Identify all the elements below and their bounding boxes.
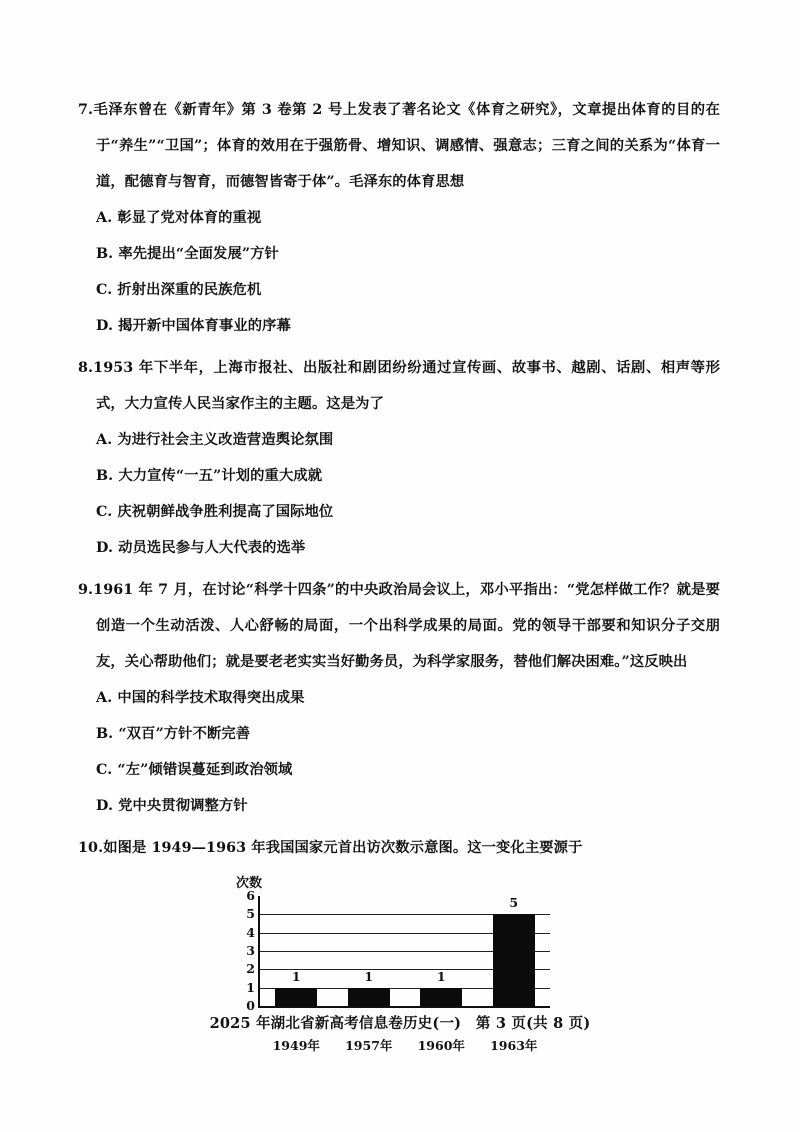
chart-bar-value: 1 — [436, 968, 446, 984]
chart-x-tick: 1949年 — [272, 1038, 320, 1053]
chart-bar-value: 1 — [291, 968, 301, 984]
question-9-option-a[interactable]: A. 中国的科学技术取得突出成果 — [96, 690, 305, 706]
chart-y-axis-label: 次数 — [236, 876, 263, 891]
question-7-option-c[interactable]: C. 折射出深重的民族危机 — [96, 282, 262, 298]
chart-bar — [275, 988, 317, 1006]
chart-x-tick: 1963年 — [490, 1038, 538, 1053]
chart-x-tick: 1960年 — [417, 1038, 465, 1053]
question-10-stem — [78, 830, 720, 866]
question-9-number: 9. — [78, 582, 94, 598]
question-7-option-d[interactable]: D. 揭开新中国体育事业的序幕 — [96, 318, 291, 334]
question-9-option-b[interactable]: B. “双百”方针不断完善 — [96, 726, 251, 742]
question-8-option-a[interactable]: A. 为进行社会主义改造营造舆论氛围 — [96, 432, 334, 448]
question-10-number: 10. — [78, 840, 104, 856]
question-8-number: 8. — [78, 360, 94, 376]
question-8 — [78, 350, 720, 566]
question-8-option-b[interactable]: B. 大力宣传“一五”计划的重大成就 — [96, 468, 323, 484]
page-footer: 2025 年湖北省新高考信息卷历史(一) 第 3 页(共 8 页) — [209, 1015, 591, 1032]
chart-y-tick: 0 — [246, 997, 255, 1013]
question-9-options — [78, 680, 720, 824]
question-8-text: 1953 年下半年，上海市报社、出版社和剧团纷纷通过宣传画、故事书、越剧、话剧、相声等形式，大力宣传人民当家作主的主题。这是为了 — [93, 360, 720, 412]
question-8-stem — [78, 350, 720, 422]
question-7-stem — [78, 92, 720, 200]
question-10-text: 如图是 1949—1963 年我国国家元首出访次数示意图。这一变化主要源于 — [103, 840, 583, 856]
question-8-option-c[interactable]: C. 庆祝朝鲜战争胜利提高了国际地位 — [96, 504, 334, 520]
chart-bar-value: 1 — [364, 968, 374, 984]
page-content — [78, 92, 720, 1054]
question-7-option-a[interactable]: A. 彰显了党对体育的重视 — [96, 210, 262, 226]
question-8-option-d[interactable]: D. 动员选民参与人大代表的选举 — [96, 540, 306, 556]
question-7 — [78, 92, 720, 344]
chart-y-tick: 6 — [246, 887, 255, 903]
question-9-option-d[interactable]: D. 党中央贯彻调整方针 — [96, 798, 248, 814]
chart-bar — [420, 988, 462, 1006]
chart-y-tick: 2 — [246, 961, 255, 977]
question-9-option-c[interactable]: C. “左”倾错误蔓延到政治领域 — [96, 762, 293, 778]
question-9-stem — [78, 572, 720, 680]
chart-bar — [348, 988, 390, 1006]
question-8-options — [78, 422, 720, 566]
question-7-number: 7. — [78, 102, 94, 118]
chart-bar — [493, 914, 535, 1006]
question-7-text: 毛泽东曾在《新青年》第 3 卷第 2 号上发表了著名论文《体育之研究》，文章提出体育的目的在于“养生”“卫国”；体育的效用在于强筋骨、增知识、调感情、强意志；三育之间的关系为“体育一道，配德育与智育，而德智皆寄于体”。毛泽东的体育思想 — [93, 102, 720, 190]
question-9 — [78, 572, 720, 824]
chart-y-tick: 1 — [246, 979, 255, 995]
question-7-options — [78, 200, 720, 344]
chart-x-tick: 1957年 — [345, 1038, 393, 1053]
question-9-text: 1961 年 7 月，在讨论“科学十四条”的中央政治局会议上，邓小平指出：“党怎样做工作？就是要创造一个生动活泼、人心舒畅的局面，一个出科学成果的局面。党的领导干部要和知识分子交朋友，关心帮助他们；就是要老老实实当好勤务员，为科学家服务，替他们解决困难。”这反映出 — [93, 582, 720, 670]
chart-y-tick: 5 — [246, 906, 255, 922]
chart-bar-value: 5 — [509, 895, 519, 911]
chart-y-tick: 3 — [246, 942, 255, 958]
question-7-option-b[interactable]: B. 率先提出“全面发展”方针 — [96, 246, 279, 262]
chart-y-tick: 4 — [246, 924, 255, 940]
